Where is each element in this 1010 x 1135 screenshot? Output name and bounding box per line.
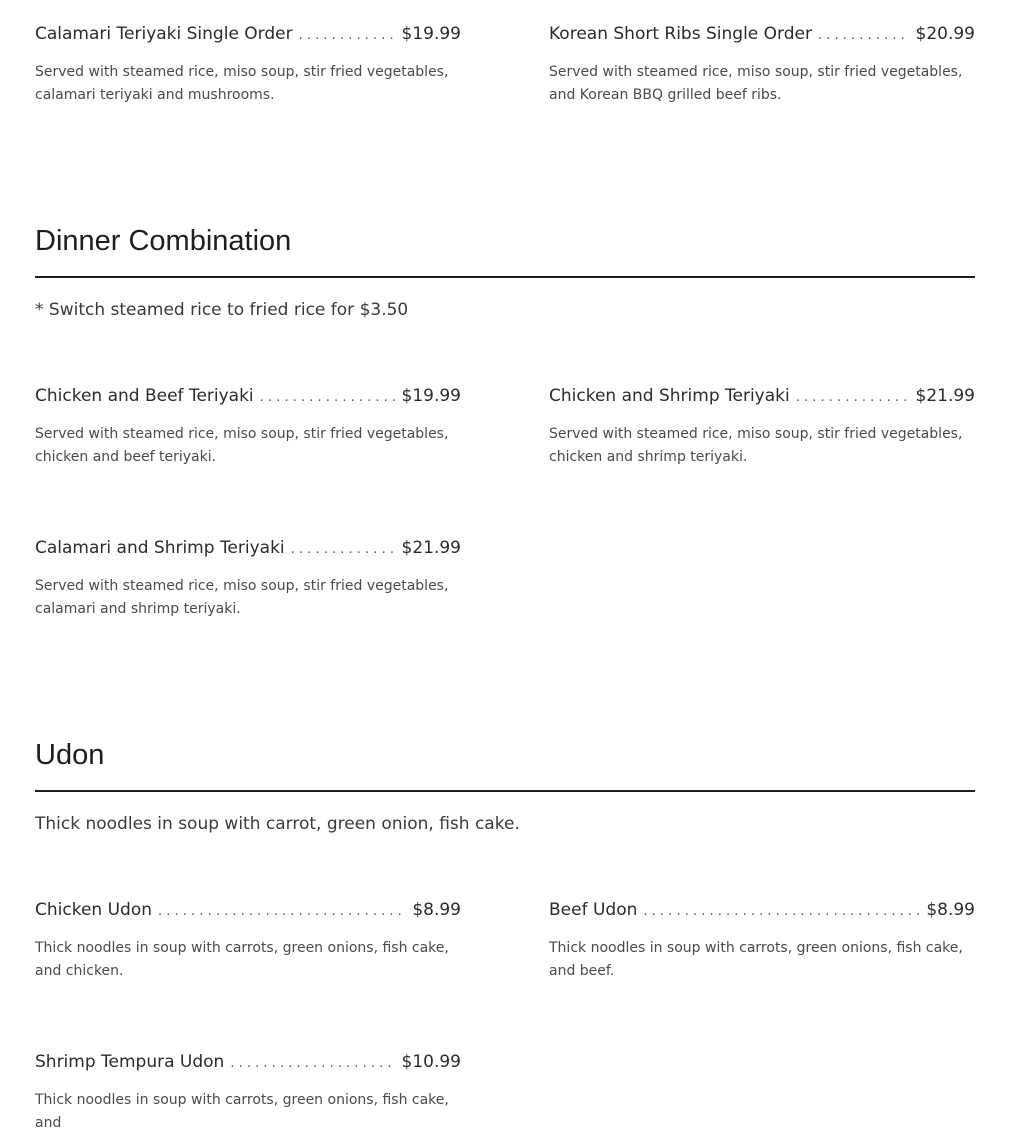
menu-item-price: $19.99 xyxy=(401,386,461,406)
menu-item-name: Chicken and Beef Teriyaki xyxy=(35,386,254,406)
menu-item-header xyxy=(35,24,461,48)
section-divider xyxy=(35,790,975,792)
dot-leader xyxy=(818,26,910,46)
menu-item-chicken-shrimp-teriyaki xyxy=(549,386,975,469)
dot-leader xyxy=(299,26,396,46)
menu-item-price: $20.99 xyxy=(915,24,975,44)
section-title-dinner-combination: Dinner Combination xyxy=(35,225,292,257)
menu-item-name: Korean Short Ribs Single Order xyxy=(549,24,812,44)
dot-leader xyxy=(796,388,910,408)
menu-item-description: Served with steamed rice, miso soup, stir fried vegetables, calamari and shrimp teriyaki. xyxy=(35,578,449,617)
menu-item-header xyxy=(35,1052,461,1076)
menu-item-beef-udon xyxy=(549,900,975,983)
menu-item-price: $19.99 xyxy=(401,24,461,44)
menu-item-description: Thick noodles in soup with carrots, green onions, fish cake, and chicken. xyxy=(35,940,449,979)
dot-leader xyxy=(158,902,406,922)
menu-item-header xyxy=(35,538,461,562)
menu-item-calamari-teriyaki-single xyxy=(35,24,461,107)
section-title-udon: Udon xyxy=(35,739,105,771)
section-note: * Switch steamed rice to fried rice for $3.50 xyxy=(35,300,409,320)
section-note: Thick noodles in soup with carrot, green onion, fish cake. xyxy=(35,814,520,834)
dot-leader xyxy=(643,902,920,922)
section-divider xyxy=(35,276,975,278)
menu-item-price: $10.99 xyxy=(401,1052,461,1072)
menu-item-calamari-shrimp-teriyaki xyxy=(35,538,461,621)
menu-item-name: Chicken Udon xyxy=(35,900,152,920)
menu-item-name: Calamari and Shrimp Teriyaki xyxy=(35,538,285,558)
menu-item-shrimp-tempura-udon xyxy=(35,1052,461,1135)
menu-item-name: Shrimp Tempura Udon xyxy=(35,1052,225,1072)
menu-item-korean-short-ribs-single xyxy=(549,24,975,107)
menu-item-price: $21.99 xyxy=(401,538,461,558)
menu-item-price: $8.99 xyxy=(412,900,461,920)
menu-item-name: Beef Udon xyxy=(549,900,638,920)
menu-item-price: $8.99 xyxy=(926,900,975,920)
menu-item-description: Thick noodles in soup with carrots, green onions, fish cake, and beef. xyxy=(549,940,963,979)
menu-item-description: Thick noodles in soup with carrots, green onions, fish cake, and xyxy=(35,1092,449,1131)
menu-item-description: Served with steamed rice, miso soup, stir fried vegetables, chicken and shrimp teriyaki. xyxy=(549,426,963,465)
menu-item-header xyxy=(35,386,461,410)
menu-item-chicken-beef-teriyaki xyxy=(35,386,461,469)
menu-item-header xyxy=(549,24,975,48)
dot-leader xyxy=(291,540,396,560)
menu-item-chicken-udon xyxy=(35,900,461,983)
menu-item-header xyxy=(35,900,461,924)
dot-leader xyxy=(230,1054,395,1074)
menu-item-description: Served with steamed rice, miso soup, stir fried vegetables, chicken and beef teriyaki. xyxy=(35,426,449,465)
menu-item-description: Served with steamed rice, miso soup, stir fried vegetables, and Korean BBQ grilled beef ribs. xyxy=(549,64,963,103)
dot-leader xyxy=(260,388,396,408)
menu-item-price: $21.99 xyxy=(915,386,975,406)
menu-item-description: Served with steamed rice, miso soup, stir fried vegetables, calamari teriyaki and mushrooms. xyxy=(35,64,449,103)
menu-item-name: Chicken and Shrimp Teriyaki xyxy=(549,386,790,406)
menu-item-header xyxy=(549,386,975,410)
menu-item-name: Calamari Teriyaki Single Order xyxy=(35,24,293,44)
menu-item-header xyxy=(549,900,975,924)
